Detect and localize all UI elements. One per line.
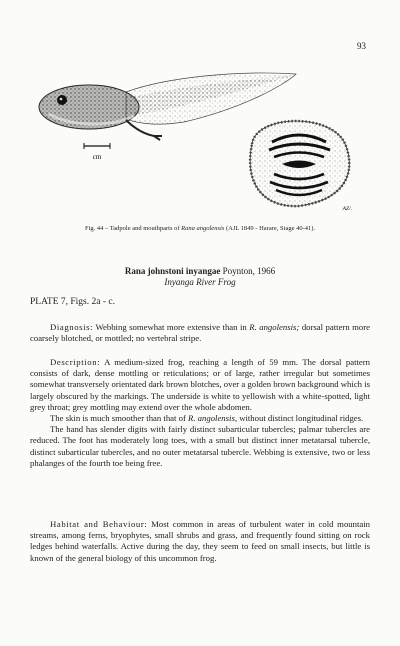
species-author: Poynton, 1966 xyxy=(222,266,276,276)
habitat-heading: Habitat and Behaviour: xyxy=(50,519,148,529)
description-paragraph-2b: without distinct longitudinal ridges. xyxy=(239,413,364,424)
description-paragraph-1: A medium-sized frog, reaching a length of 59 mm. The dorsal pattern consists of dark, dense mottling or reticulations; or of large, rather irregular but sometimes somewhat transversely orientated dark brown blotches, over a golden brown background which is largely obscured by the markings. The underside is white to yellowish with a white-spotted, light grey throat; grey mottling may extend over the whole abdomen. xyxy=(30,357,370,412)
description-paragraph-2-species: R. angolensis, xyxy=(188,413,238,424)
tadpole-illustration xyxy=(39,73,296,140)
species-heading xyxy=(0,266,400,287)
artist-mark: AZ/. xyxy=(342,206,352,212)
diagnosis-species: R. angolensis; xyxy=(249,322,300,332)
description-paragraph-2a: The skin is much smoother than that of xyxy=(50,413,186,424)
species-title xyxy=(0,266,400,276)
figure-caption xyxy=(0,225,400,232)
scale-label: cm xyxy=(92,153,102,161)
description-paragraph-3: The hand has slender digits with fairly distinct subarticular tubercles; palmar tubercles are reduced. The foot has moderately long toes, with a small but distinct inner metatarsal tubercle, distinct subarticular tubercles, and no outer metatarsal tubercle. Webbing is extensive, two or less phalanges of the fourth toe being free. xyxy=(30,424,370,468)
caption-suffix: (AJL 1849 - Harare, Stage 40-41). xyxy=(225,225,316,232)
diagnosis-heading: Diagnosis: xyxy=(50,322,94,332)
plate-reference: PLATE 7, Figs. 2a - c. xyxy=(30,297,115,307)
diagnosis-text-2: dorsal pattern more coarsely blotched, or mottled; no vertebral stripe. xyxy=(30,322,371,344)
description-section xyxy=(30,357,370,469)
diagnosis-text-1: Webbing somewhat more extensive than in xyxy=(95,322,247,332)
mouthparts-illustration xyxy=(250,121,352,212)
diagnosis-section xyxy=(30,322,370,344)
common-name: Inyanga River Frog xyxy=(164,277,236,287)
caption-species: Rana angolensis xyxy=(181,225,225,232)
tadpole-figure xyxy=(34,64,364,212)
description-heading: Description: xyxy=(50,357,101,367)
species-name: Rana johnstoni inyangae xyxy=(124,266,221,276)
page-number: 93 xyxy=(357,41,366,51)
habitat-section xyxy=(30,519,370,564)
caption-prefix: Fig. 44 – Tadpole and mouthparts of xyxy=(84,225,180,232)
scale-bar xyxy=(84,143,110,161)
habitat-text: Most common in areas of turbulent water in cold mountain streams, among ferns, bryophytes, small shrubs and grass, and frequently found sitting on rock ledges behind waterfalls. Active during the day, they seem to feed on small insects, but little is known of the general biology of this uncommon frog. xyxy=(30,519,370,563)
